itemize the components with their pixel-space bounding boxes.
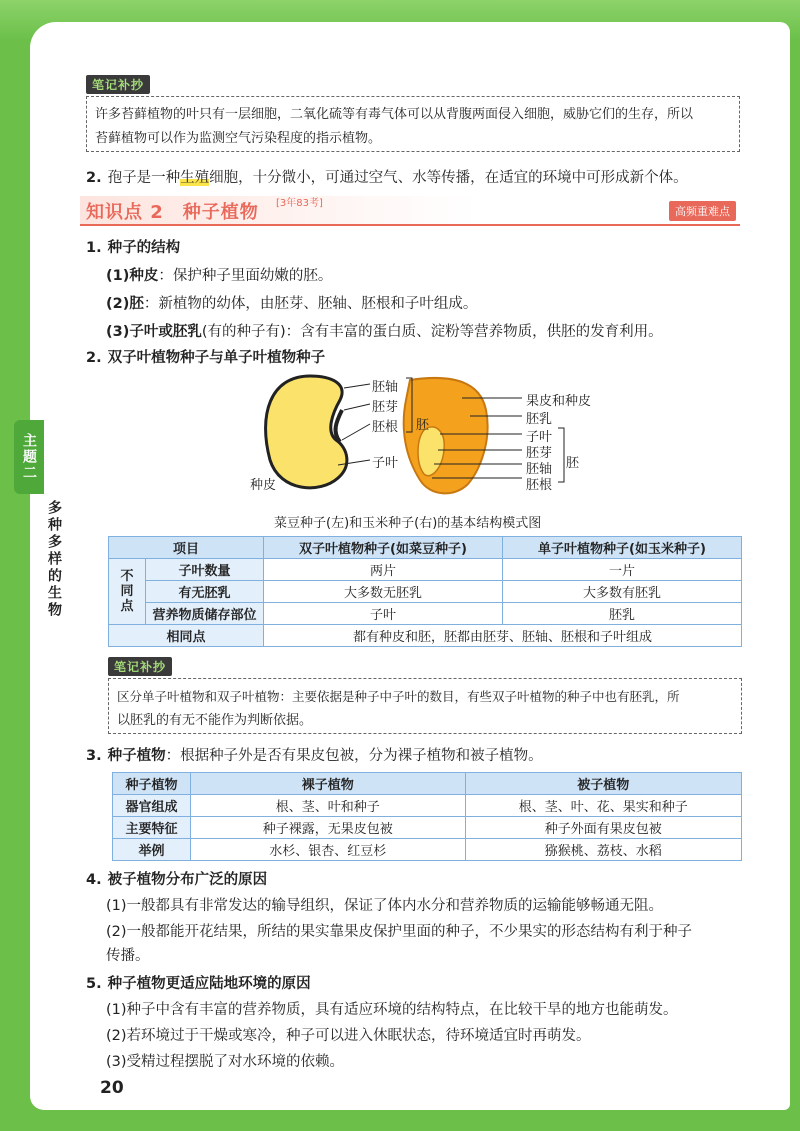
table1-row3-monocot: 胚乳 [503, 603, 742, 625]
sec1-l3-term: (3)子叶或胚乳 [106, 324, 202, 340]
table1-row1-dicot: 两片 [264, 559, 503, 581]
table-row [113, 817, 742, 839]
sec3-num: 3. [86, 748, 102, 764]
note1-tag-wrap [86, 74, 150, 94]
table1-header-item: 项目 [109, 537, 264, 559]
table2-header-1: 裸子植物 [191, 773, 466, 795]
note2-tag-wrap [108, 656, 172, 676]
table1-row2-dicot: 大多数无胚乳 [264, 581, 503, 603]
table1-same-text: 都有种皮和胚，胚都由胚芽、胚轴、胚根和子叶组成 [264, 625, 742, 647]
table-row [109, 581, 742, 603]
knowledge-point-bar [80, 196, 740, 226]
table1-row3-label: 营养物质储存部位 [146, 603, 264, 625]
table-row [109, 625, 742, 647]
item2-num: 2. [86, 170, 102, 186]
table1-same-label: 相同点 [109, 625, 264, 647]
table-row [109, 603, 742, 625]
corn-label-axis: 胚轴 [526, 462, 553, 477]
seed-comparison-table [108, 536, 742, 647]
item2-highlight: 生殖 [180, 170, 210, 186]
sec1-num: 1. [86, 240, 102, 256]
bean-label-root: 胚根 [372, 420, 399, 435]
sec1-l1-text: ：保护种子里面幼嫩的胚。 [158, 268, 333, 284]
table2-header-row [113, 773, 742, 795]
sec3-text: ：根据种子外是否有果皮包被，分为裸子植物和被子植物。 [165, 748, 543, 764]
corn-label-root: 胚根 [526, 478, 553, 493]
sec1-heading [86, 236, 180, 260]
corn-label-endosperm: 胚乳 [526, 412, 553, 427]
side-label: 多种多样的生物 [46, 500, 62, 619]
sec1-line2 [106, 292, 477, 316]
sec5-heading [86, 972, 311, 996]
table2-header-0: 种子植物 [113, 773, 191, 795]
table2-row3-gymno: 水杉、银杏、红豆杉 [191, 839, 466, 861]
item2-b: 细胞，十分微小，可通过空气、水等传播，在适宜的环境中可形成新个体。 [209, 170, 688, 186]
seed-plant-table [112, 772, 742, 861]
sec1-l2-text: ：新植物的幼体，由胚芽、胚轴、胚根和子叶组成。 [143, 296, 478, 312]
corn-label-coat: 果皮和种皮 [526, 394, 592, 409]
sec1-l1-term: (1)种皮 [106, 268, 159, 284]
sec3-line [86, 744, 543, 768]
table2-row2-label: 主要特征 [113, 817, 191, 839]
table1-row2-monocot: 大多数有胚乳 [503, 581, 742, 603]
bean-label-axis: 胚轴 [372, 380, 399, 395]
sec4-l2a: (2)一般都能开花结果，所结的果实靠果皮保护里面的种子，不少果实的形态结构有利于种子 [106, 924, 693, 940]
corn-label-cotyledon: 子叶 [526, 430, 553, 445]
sec3-title: 种子植物 [107, 748, 166, 764]
note2-box [108, 678, 742, 734]
note1-text1: 许多苔藓植物的叶只有一层细胞，二氧化硫等有毒气体可以从背腹两面侵入细胞，威胁它们的生存，所以 [95, 107, 694, 122]
table2-header-2: 被子植物 [465, 773, 741, 795]
note1-text2: 苔藓植物可以作为监测空气污染程度的指示植物。 [95, 131, 382, 146]
table2-row1-label: 器官组成 [113, 795, 191, 817]
sec4-heading [86, 868, 267, 892]
table1-row1-monocot: 一片 [503, 559, 742, 581]
table-row [113, 839, 742, 861]
table1-header-row [109, 537, 742, 559]
table1-row3-dicot: 子叶 [264, 603, 503, 625]
sec2-heading [86, 346, 325, 370]
table-row [109, 559, 742, 581]
page-number: 20 [100, 1078, 124, 1098]
note2-text1: 区分单子叶植物和双子叶植物：主要依据是种子中子叶的数目，有些双子叶植物的种子中也有胚乳，所 [117, 689, 680, 704]
sec4-l1: (1)一般都具有非常发达的输导组织，保证了体内水分和营养物质的运输能够畅通无阻。 [106, 898, 664, 914]
corn-seed-drawing [404, 378, 488, 493]
sec1-line3 [106, 320, 663, 344]
table2-row1-gymno: 根、茎、叶和种子 [191, 795, 466, 817]
note1-box [86, 96, 740, 152]
bean-label-cotyledon: 子叶 [372, 456, 399, 471]
table1-header-dicot: 双子叶植物种子(如菜豆种子) [264, 537, 503, 559]
table1-header-monocot: 单子叶植物种子(如玉米种子) [503, 537, 742, 559]
kp-title: 知识点 2 种子植物 [86, 202, 259, 223]
sec5-l1: (1)种子中含有丰富的营养物质，具有适应环境的结构特点，在比较干旱的地方也能萌发。 [106, 1002, 678, 1018]
sec1-title: 种子的结构 [107, 240, 181, 256]
table1-row1-label: 子叶数量 [146, 559, 264, 581]
sec4-num: 4. [86, 872, 102, 888]
item2-a: 孢子是一种 [107, 170, 181, 186]
bean-label-coat: 种皮 [250, 478, 277, 493]
table1-row2-label: 有无胚乳 [146, 581, 264, 603]
note2-tag: 笔记补抄 [108, 657, 172, 676]
sec5-title: 种子植物更适应陆地环境的原因 [107, 976, 311, 992]
sec1-line1 [106, 264, 332, 288]
table2-row2-angio: 种子外面有果皮包被 [465, 817, 741, 839]
sec4-l2b: 传播。 [106, 948, 150, 964]
sec2-num: 2. [86, 350, 102, 366]
sec4-title: 被子植物分布广泛的原因 [107, 872, 268, 888]
bean-label-bud: 胚芽 [372, 400, 399, 415]
kp-sup: [3年83考] [276, 198, 323, 209]
side-tab: 主题二 [14, 420, 44, 494]
table2-row3-angio: 猕猴桃、荔枝、水稻 [465, 839, 741, 861]
table2-row2-gymno: 种子裸露，无果皮包被 [191, 817, 466, 839]
table2-row3-label: 举例 [113, 839, 191, 861]
table1-diff-label: 不同点 [109, 559, 146, 625]
corn-label-bud: 胚芽 [526, 446, 553, 461]
kp-badge: 高频重难点 [669, 201, 736, 221]
bean-seed-drawing [266, 376, 347, 488]
diagram-caption: 菜豆种子(左)和玉米种子(右)的基本结构模式图 [274, 516, 542, 531]
bean-label-embryo: 胚 [416, 418, 430, 433]
sec5-num: 5. [86, 976, 102, 992]
sec5-l2: (2)若环境过于干燥或寒冷，种子可以进入休眠状态，待环境适宜时再萌发。 [106, 1028, 591, 1044]
note1-tag: 笔记补抄 [86, 75, 150, 94]
sec1-l2-term: (2)胚 [106, 296, 144, 312]
corn-label-embryo: 胚 [566, 456, 580, 471]
sec2-title: 双子叶植物种子与单子叶植物种子 [107, 350, 326, 366]
table2-row1-angio: 根、茎、叶、花、果实和种子 [465, 795, 741, 817]
sec1-l3-text: (有的种子有)：含有丰富的蛋白质、淀粉等营养物质，供胚的发育利用。 [201, 324, 663, 340]
item2-line [86, 166, 688, 190]
note2-text2: 以胚乳的有无不能作为判断依据。 [117, 713, 313, 728]
table-row [113, 795, 742, 817]
sec5-l3: (3)受精过程摆脱了对水环境的依赖。 [106, 1054, 345, 1070]
